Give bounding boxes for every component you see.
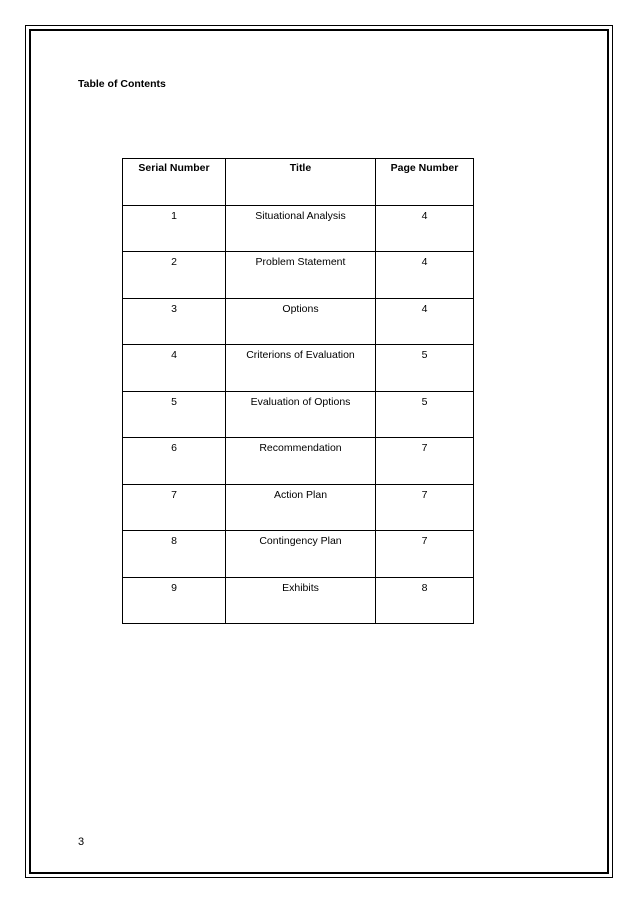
cell-page: 4 [376, 205, 474, 252]
table-row [123, 438, 474, 485]
cell-serial: 5 [123, 391, 226, 438]
cell-serial: 1 [123, 205, 226, 252]
cell-page: 5 [376, 345, 474, 392]
page-number: 3 [78, 836, 85, 848]
cell-serial: 4 [123, 345, 226, 392]
table-header-row [123, 159, 474, 206]
table-of-contents [122, 158, 474, 624]
table-row [123, 205, 474, 252]
cell-serial: 8 [123, 531, 226, 578]
table-row [123, 577, 474, 624]
table-row [123, 391, 474, 438]
cell-title: Criterions of Evaluation [226, 345, 376, 392]
cell-title: Problem Statement [226, 252, 376, 299]
cell-title: Situational Analysis [226, 205, 376, 252]
cell-title: Contingency Plan [226, 531, 376, 578]
cell-page: 5 [376, 391, 474, 438]
cell-serial: 6 [123, 438, 226, 485]
cell-serial: 7 [123, 484, 226, 531]
cell-page: 7 [376, 438, 474, 485]
cell-serial: 3 [123, 298, 226, 345]
table-row [123, 298, 474, 345]
cell-serial: 2 [123, 252, 226, 299]
cell-page: 8 [376, 577, 474, 624]
table-row [123, 484, 474, 531]
table-row [123, 531, 474, 578]
cell-serial: 9 [123, 577, 226, 624]
table-row [123, 252, 474, 299]
cell-page: 4 [376, 298, 474, 345]
document-heading: Table of Contents [78, 78, 166, 90]
cell-title: Recommendation [226, 438, 376, 485]
table-row [123, 345, 474, 392]
cell-title: Exhibits [226, 577, 376, 624]
header-serial-number: Serial Number [123, 159, 226, 206]
cell-title: Evaluation of Options [226, 391, 376, 438]
cell-page: 7 [376, 531, 474, 578]
cell-title: Action Plan [226, 484, 376, 531]
cell-title: Options [226, 298, 376, 345]
header-title: Title [226, 159, 376, 206]
cell-page: 4 [376, 252, 474, 299]
header-page-number: Page Number [376, 159, 474, 206]
cell-page: 7 [376, 484, 474, 531]
